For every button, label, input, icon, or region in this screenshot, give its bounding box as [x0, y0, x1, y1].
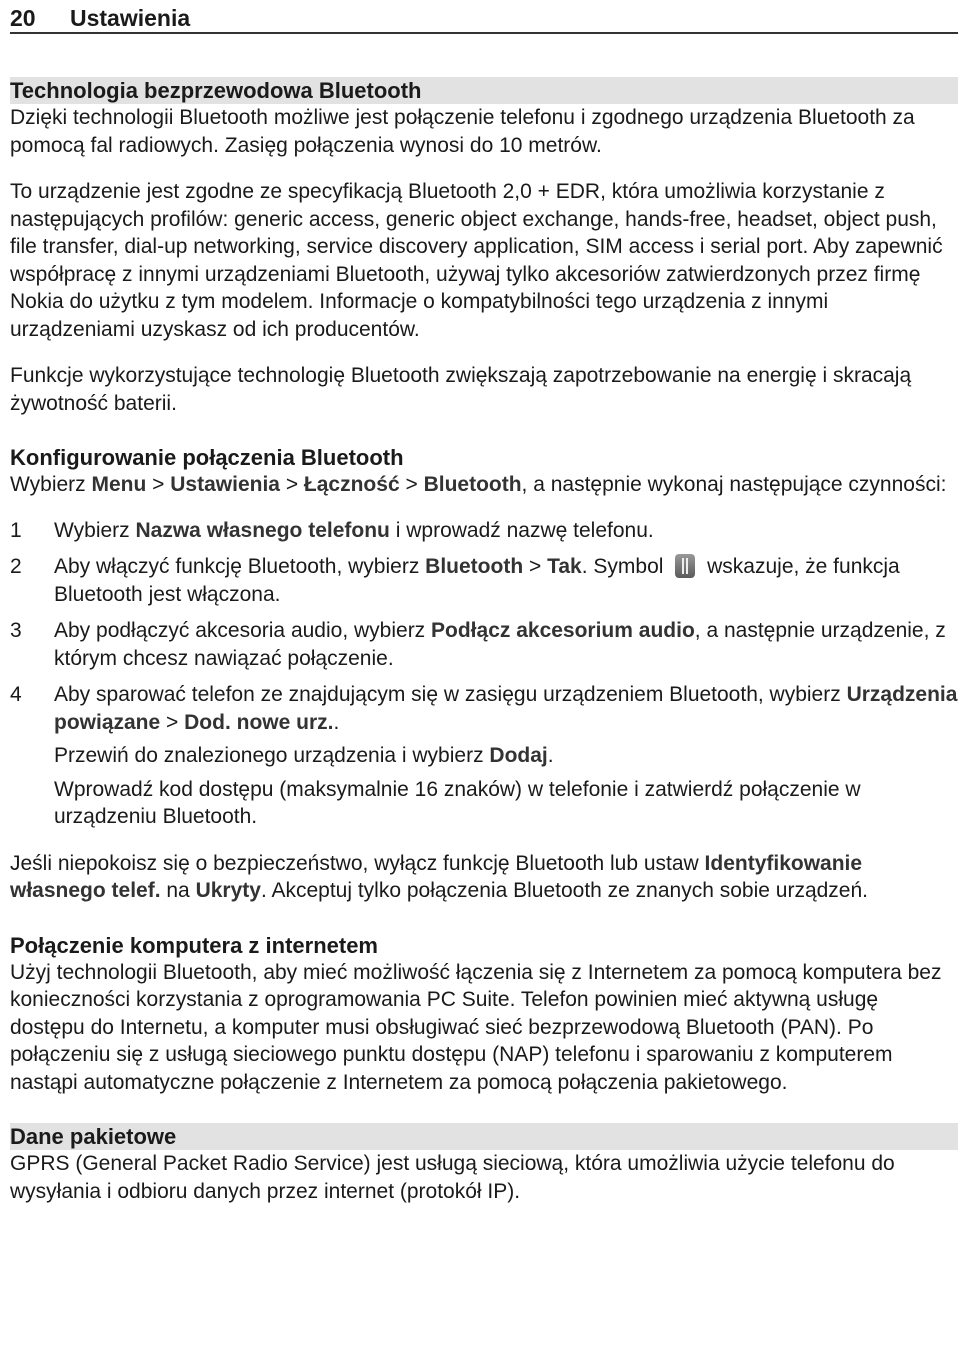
section-title: Ustawienia [70, 5, 191, 31]
config-heading: Konfigurowanie połączenia Bluetooth [10, 445, 404, 470]
menu-path-bluetooth: Bluetooth [423, 473, 522, 496]
step-item: 3 Aby podłączyć akcesoria audio, wybierz Podłącz akcesorium audio, a następnie urządzenie, z którym chcesz nawiązać połączenie. [10, 619, 946, 670]
menu-path-settings: Ustawienia [170, 473, 280, 496]
bluetooth-intro: Dzięki technologii Bluetooth możliwe jest połączenie telefonu i zgodnego urządzenia Bluetooth za pomocą fal radiowych. Zasięg połączenia wynosi do 10 metrów. [10, 106, 915, 157]
config-steps [10, 517, 958, 737]
packet-text: GPRS (General Packet Radio Service) jest usługą sieciową, która umożliwia użycie telefonu do wysyłania i odbioru danych przez internet (protokół IP). [10, 1152, 895, 1203]
page-number: 20 [10, 5, 36, 31]
step-item: 4 Aby sparować telefon ze znajdującym się w zasięgu urządzeniem Bluetooth, wybierz Urządzenia powiązane > Dod. nowe urz.. [10, 683, 958, 734]
manual-page [10, 0, 958, 1205]
menu-path-menu: Menu [91, 473, 147, 496]
bluetooth-heading: Technologia bezprzewodowa Bluetooth [10, 77, 958, 104]
bluetooth-active-icon [675, 554, 695, 578]
packet-heading: Dane pakietowe [10, 1123, 958, 1150]
running-header [10, 0, 958, 34]
pc-text: Użyj technologii Bluetooth, aby mieć możliwość łączenia się z Internetem za pomocą komputera bez konieczności korzystania z oprogramowania PC Suite. Telefon powinien mieć aktywną usługę dostępu do Internetu, a komputer musi obsługiwać sieć bezprzewodową Bluetooth (PAN). Po połączeniu się z usługą sieciowego punktu dostępu (NAP) telefonu i sparowaniu z komputerem nastąpi automatyczne połączenie z Internetem za pomocą połączenia pakietowego. [10, 960, 942, 1094]
bluetooth-spec: To urządzenie jest zgodne ze specyfikacją Bluetooth 2,0 + EDR, która umożliwia korzystanie z następujących profilów: generic access, generic object exchange, hands-free, headset, object push, file transfer, dial-up networking, service discovery application, SIM access i serial port. Aby zapewnić współpracę z innymi urządzeniami Bluetooth, używaj tylko akcesoriów zatwierdzonych przez firmę Nokia do użytku z tym modelem. Informacje o kompatybilności tego urządzenia z innymi urządzeniami uzyskasz od ich producentów. [10, 180, 943, 341]
bluetooth-battery-note: Funkcje wykorzystujące technologię Bluetooth zwiększają zapotrzebowanie na energię i skracają żywotność baterii. [10, 364, 912, 415]
step-item: 2 Aby włączyć funkcję Bluetooth, wybierz Bluetooth > Tak. Symbol wskazuje, że funkcja Bluetooth jest włączona. [10, 555, 900, 606]
step-item: 1 Wybierz Nazwa własnego telefonu i wprowadź nazwę telefonu. [10, 518, 654, 542]
security-note: Jeśli niepokoisz się o bezpieczeństwo, wyłącz funkcję Bluetooth lub ustaw Identyfikowanie własnego telef. na Ukryty. Akceptuj tylko połączenia Bluetooth ze znanych sobie urządzeń. [10, 851, 868, 902]
step4-continuation-2: Wprowadź kod dostępu (maksymalnie 16 znaków) w telefonie i zatwierdź połączenie w urządzeniu Bluetooth. [54, 777, 861, 828]
config-intro: Wybierz Menu > Ustawienia > Łączność > Bluetooth, a następnie wykonaj następujące czynności: [10, 473, 947, 496]
menu-path-connectivity: Łączność [303, 473, 400, 496]
pc-heading: Połączenie komputera z internetem [10, 932, 378, 958]
phone-name-option: Nazwa własnego telefonu [135, 518, 390, 542]
step4-continuation-1: Przewiń do znalezionego urządzenia i wybierz Dodaj. [54, 744, 554, 767]
